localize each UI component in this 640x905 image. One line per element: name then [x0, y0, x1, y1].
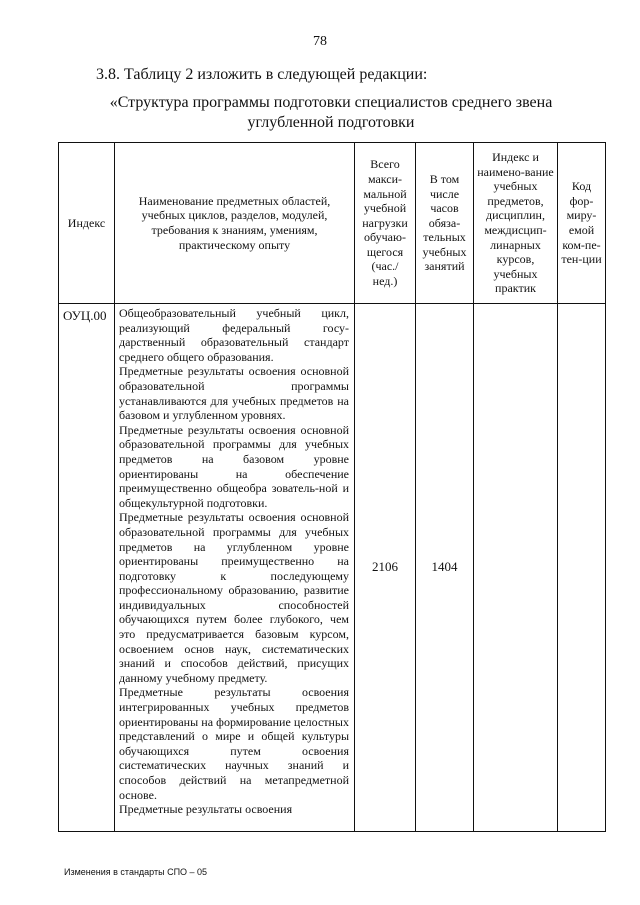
- row-index: ОУЦ.00: [59, 304, 115, 832]
- description-paragraph: Предметные результаты освоения основной образовательной программы для учебных предметов на базовом уровне ориентированы на обеспечение преимущественно общеобра зователь-ной и общекультурной подготовки.: [119, 422, 349, 510]
- page-number: 78: [313, 34, 327, 49]
- table-header-row: [59, 143, 606, 304]
- table-title-line-1: «Структура программы подготовки специалистов среднего звена: [109, 94, 553, 111]
- table-title-line-2: углубленной подготовки: [247, 114, 415, 131]
- row-description: [115, 304, 355, 832]
- description-paragraph: Предметные результаты освоения: [119, 802, 293, 817]
- amendment-heading: 3.8. Таблицу 2 изложить в следующей редакции:: [96, 66, 428, 83]
- program-structure-table: [58, 142, 606, 832]
- header-total-load: Всего макси-мальной учебной нагрузки обучаю-щегося (час./ нед.): [355, 143, 416, 304]
- header-competence-code: Код фор-миру-емой ком-пе-тен-ции: [558, 143, 606, 304]
- description-paragraph: Предметные результаты освоения основной образовательной программы для учебных предметов на углубленном уровне ориентированы преимущественно на подготовку к последующему профессиональному образованию, развитие индивидуальных способностей обучающихся путем более глубокого, чем это предусматривается базовым курсом, освоением основ наук, систематических знаний и способов действий, присущих данному учебному предмету.: [119, 510, 349, 685]
- row-subject-index: [474, 304, 558, 832]
- description-paragraph: Предметные результаты освоения основной образовательной программы устанавливаются для учебных предметов на базовом и углубленном уровнях.: [119, 364, 349, 423]
- row-mandatory-hours: 1404: [416, 304, 474, 832]
- table-title: [96, 93, 566, 133]
- header-index: Индекс: [59, 143, 115, 304]
- row-competence-code: [558, 304, 606, 832]
- description-paragraph: Предметные результаты освоения интегрированных учебных предметов ориентированы на формирование целостных представлений о мире и общей культуры обучающихся путем освоения систематических научных знаний и способов действий на метапредметной основе.: [119, 685, 349, 802]
- header-mandatory-hours: В том числе часов обяза-тельных учебных занятий: [416, 143, 474, 304]
- header-subject-index: Индекс и наимено-вание учебных предметов, дисциплин, междисцип-линарных курсов, учебных практик: [474, 143, 558, 304]
- header-name: Наименование предметных областей, учебных циклов, разделов, модулей, требования к знаниям, умениям, практическому опыту: [115, 143, 355, 304]
- table-row: [59, 304, 606, 832]
- description-paragraph: Общеобразовательный учебный цикл, реализующий федеральный госу-дарственный образовательный стандарт среднего общего образования.: [119, 306, 349, 364]
- row-total-load: 2106: [355, 304, 416, 832]
- footer-note: Изменения в стандарты СПО – 05: [64, 867, 208, 877]
